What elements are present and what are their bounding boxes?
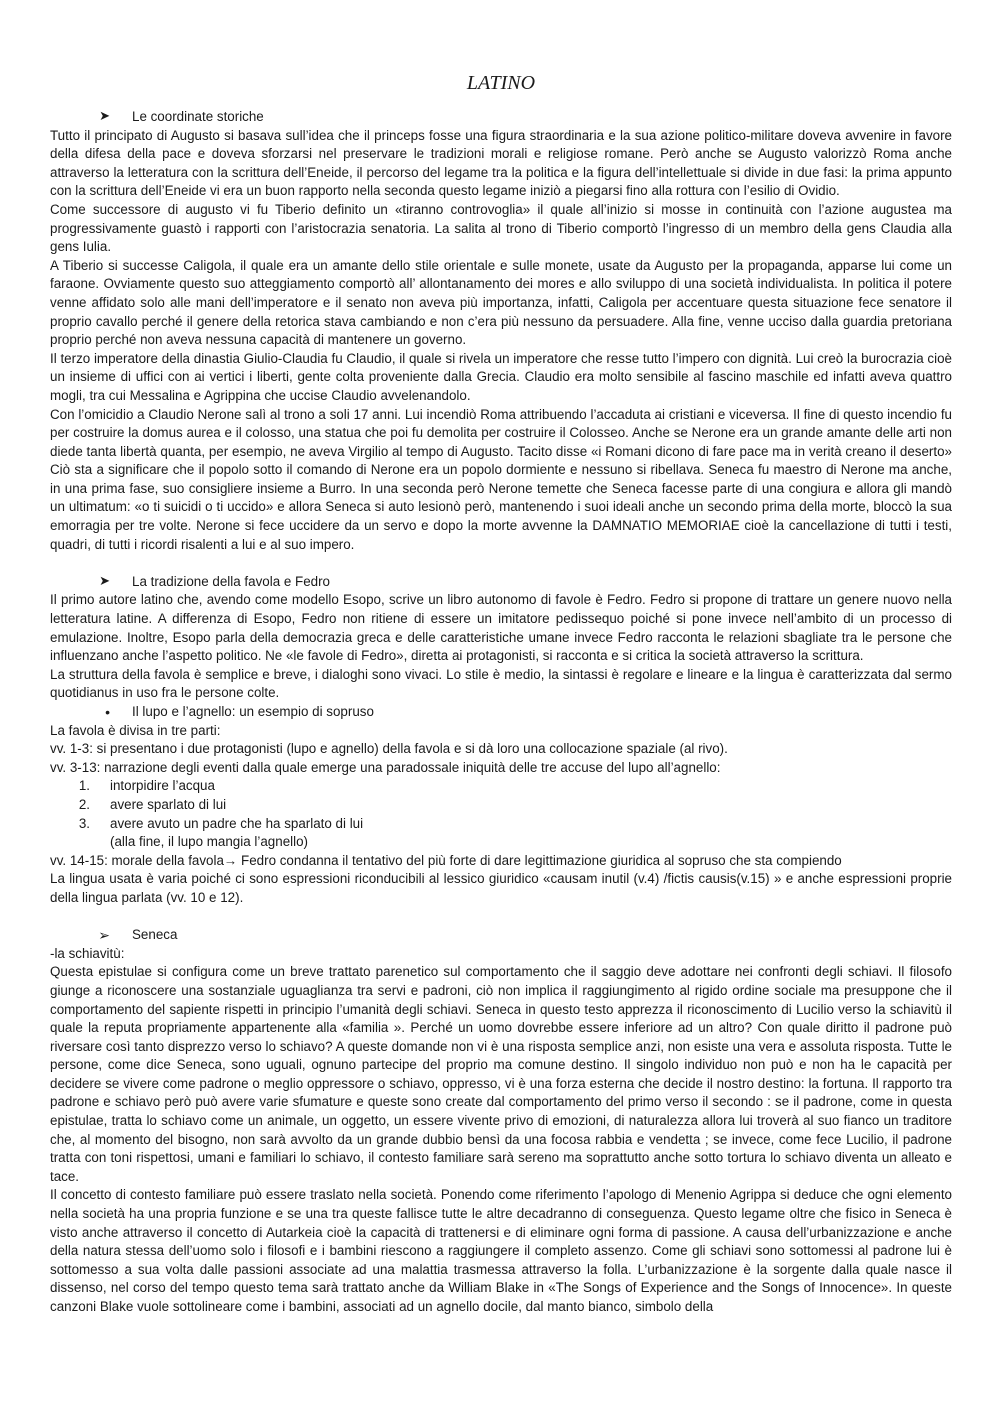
section-title: La tradizione della favola e Fedro	[132, 573, 331, 589]
list-text: avere avuto un padre che ha sparlato di lui	[110, 815, 364, 831]
document-title: LATINO	[466, 72, 536, 94]
paragraph: Il concetto di contesto familiare può essere traslato nella società. Ponendo come riferimento l’apologo di Menenio Agrippa si deduce che ogni elemento nella società ha una propria funzione e se una tra queste fallisce tutte le altre decadranno di conseguenza. Questo legame oltre che fisico in Seneca è visto anche attraverso il concetto di Autarkeia cioè la capacità di trattenersi e di eliminare ogni forma di passione. A causa dell’urbanizzazione e anche della natura stessa dell’uomo solo i filosofi e i bambini riescono a raggiungere il completo assenzo. Come gli schiavi sono sottomessi al padrone lui è sottomesso a sua volta dalle passioni associate ad una malattia trasmessa attraverso la folla. L’urbanizzazione è la sorgente dalla quale nasce il dissenso, nel corso del tempo questo tema sarà trattato anche da William Blake in «The Songs of Experience and the Songs of Innocence». In queste canzoni Blake vuole sottolineare come i bambini, associati ad un agnello docile, dal manto bianco, simbolo della	[50, 1187, 952, 1314]
list-text: avere sparlato di lui	[110, 796, 227, 812]
dot-bullet-icon: •	[105, 704, 110, 720]
paragraph: Questa epistulae si configura come un breve trattato parenetico sul comportamento che il saggio deve adottare nei confronti degli schiavi. Il filosofo giunge a riconoscere una sostanziale uguaglianza tra servi e padroni, ciò non implica il raggiungimento al rigido ordine sociale ma presuppone che il comportamento del sapiente rispetti in principio l’umanità degli schiavi. Seneca in questo testo apprezza il riconoscimento di Lucilio verso la schiavitù il quale la reputa propriamente appartenente alla «familia ». Perché un uomo dovrebbe essere inferiore ad un altro? Con quale diritto il padrone può riversare così tanto disprezzo verso lo schiavo? A queste domande non vi è una risposta semplice anzi, non esiste una vera e assoluta risposta. Tutte le persone, come dice Seneca, sono uguali, ognuno partecipe del proprio ma comune destino. Il singolo individuo non può e non ha le capacità per decidere se vivere come padrone o meglio oppressore o schiavo, oppresso, vi è una forza esterna che decide il nostro destino: la fortuna. Il rapporto tra padrone e schiavo però può avere varie sfumature e queste sono create dal comportamento del primo verso il secondo : se il padrone, come in questa epistulae, tratta lo schiavo come un animale, un oggetto, un essere vivente privo di emozioni, di naturalezza allora lui troverà al suo fianco un traditore che, al momento del bisogno, non sarà avvolto da un grande dubbio bensì da una focosa rabbia e vendetta ; se invece, come fece Lucilio, il padrone tratta con toni rispettosi, umani e familiari lo schiavo, il contesto familiare sarà sereno ma soprattutto anche sotto tortura lo schiavo diventa un alleato e tace.	[50, 964, 952, 1184]
paragraph: Il terzo imperatore della dinastia Giulio-Claudia fu Claudio, il quale si rivela un imperatore che resse tutto l’impero con dignità. Lui creò la burocrazia cioè un insieme di uffici con ai vertici i liberti, gente colta proveniente dalla Grecia. Claudio era molto sensibile al fascino maschile ed infatti aveva quattro mogli, tra cui Messalina e Agrippina che uccise Claudio avvelenandolo.	[50, 350, 952, 403]
spacer	[50, 908, 952, 927]
paragraph: Tutto il principato di Augusto si basava sull’idea che il princeps fosse una figura straordinaria e la sua azione politico-militare doveva avvenire in favore della difesa della pace e doveva sforzarsi nel preservare le tradizioni morali e religiose romane. Però anche se Augusto valorizzò Roma anche attraverso la letteratura con la scrittura dell’Eneide, il percorso del legame tra la politica e la figura dell’intellettuale si divide in due fasi: la prima appunto con la scrittura dell’Eneide vi era un buon rapporto nella seconda questo legame iniziò a piegarsi fino alla rottura con l’esilio di Ovidio.	[50, 127, 952, 199]
section-title: Le coordinate storiche	[132, 109, 264, 124]
paragraph: Con l’omicidio a Claudio Nerone salì al trono a soli 17 anni. Lui incendiò Roma attribuendo l’accaduta ai cristiani e viceversa. Il fine di questo incendio fu per costruire la domus aurea e il colosso, una statua che poi fu demolita per costruire il Colosseo. Anche se Nerone era un grande amante delle arti non diede tanta libertà quanta, per esempio, ne aveva Virgilio al tempo di Augusto. Tacito disse «i Romani dicono di fare pace ma in verità creano il deserto» Ciò sta a significare che il popolo sotto il comando di Nerone era un popolo dormiente e nessuno si ribellava. Seneca fu maestro di Nerone ma anche, in una prima fase, suo consigliere insieme a Burro. In una seconda però Nerone temette che Seneca facesse parte di una congiura e allora gli mandò un ultimatum: «o ti suicidi o ti uccido» e allora Seneca si auto lesionò però, mantenendo i suoi ideali anche un secondo prima della morte, bloccò la sua emorragia per tre volte. Nerone si fece uccidere da un servo e dopo la morte avvenne la DAMNATIO MEMORIAE cioè la cancellazione di tutti i testi, quadri, di tutti i ricordi risalenti a lui e al suo impero.	[50, 406, 952, 552]
paragraph: vv. 14-15: morale della favola→ Fedro condanna il tentativo del più forte di dare legittimazione giuridica al sopruso che sta compiendo	[50, 852, 842, 868]
arrow-bullet-icon: ➢	[98, 927, 110, 944]
paragraph: vv. 3-13: narrazione degli eventi dalla quale emerge una paradossale iniquità delle tre accuse del lupo all’agnello:	[50, 759, 721, 775]
paragraph: Il primo autore latino che, avendo come modello Esopo, scrive un libro autonomo di favole è Fedro. Fedro si propone di trattare un genere nuovo nella letteratura latine. A differenza di Esopo, Fedro non ritiene di essere un imitatore pedissequo poiché si pone invece nell’ambito di un processo di emulazione. Inoltre, Esopo parla della democrazia greca e delle caratteristiche umane invece Fedro racconta le relazioni sbagliate tra le persone che influenzano anche l’aspetto politico. Ne «le favole di Fedro», diretta ai protagonisti, si racconta e si critica la società attraverso la scrittura.	[50, 592, 952, 664]
list-item	[50, 815, 952, 834]
paragraph: Come successore di augusto vi fu Tiberio definito un «tiranno controvoglia» il quale all’inizio si mosse in continuità con l’azione augustea ma progressivamente guastò i rapporti con l’aristocrazia senatoria. La salita al trono di Tiberio comportò l’ingresso di un membro della gens Claudia alla gens Iulia.	[50, 201, 952, 255]
list-note: (alla fine, il lupo mangia l’agnello)	[110, 834, 308, 850]
section-title: Seneca	[132, 927, 178, 943]
arrow-bullet-icon: ➤	[99, 109, 110, 124]
subsection-title: Il lupo e l’agnello: un esempio di sopruso	[132, 704, 374, 719]
list-text: intorpidire l’acqua	[110, 778, 215, 794]
paragraph: La lingua usata è varia poiché ci sono espressioni riconducibili al lessico giuridico «causam inutil (v.4) /fictis causis(v.15) » e anche espressioni proprie della lingua parlata (vv. 10 e 12).	[50, 871, 952, 905]
section-heading	[50, 573, 952, 592]
list-number: 3.	[78, 815, 90, 831]
paragraph: La favola è divisa in tre parti:	[50, 722, 221, 738]
numbered-list	[50, 777, 952, 833]
subheading: -la schiavitù:	[50, 945, 125, 961]
section-heading	[50, 926, 952, 945]
list-item	[50, 777, 952, 796]
list-number: 1.	[78, 778, 90, 794]
spacer	[50, 554, 952, 573]
section-heading	[50, 108, 952, 127]
subsection-heading	[50, 703, 952, 722]
paragraph: vv. 1-3: si presentano i due protagonisti (lupo e agnello) della favola e si dà loro una collocazione spaziale (al rivo).	[50, 741, 728, 757]
arrow-bullet-icon: ➤	[99, 573, 110, 589]
paragraph: A Tiberio si successe Caligola, il quale era un amante dello stile orientale e sulle monete, usate da Augusto per la propaganda, apparse lui come un faraone. Ovviamente questo suo atteggiamento comportò all’ allontanamento dei mores e allo sviluppo di una società individualista. In politica il potere venne affidato solo alle mani dell’imperatore e il senato non aveva più importanza, infatti, Caligola per accentuare questa situazione fece senatore il proprio cavallo perché il genere della retorica stava cambiando e non c’era più nessuno da persuadere. Alla fine, venne ucciso dalla guardia pretoriana proprio perché non aveva nessuna capacità di mantenere un governo.	[50, 257, 952, 348]
list-number: 2.	[78, 796, 90, 812]
paragraph: La struttura della favola è semplice e breve, i dialoghi sono vivaci. Lo stile è medio, la sintassi è regolare e lineare e la lingua è caratterizzata dal sermo quotidianus in uso fra le persone colte.	[50, 666, 952, 701]
list-item	[50, 796, 952, 815]
